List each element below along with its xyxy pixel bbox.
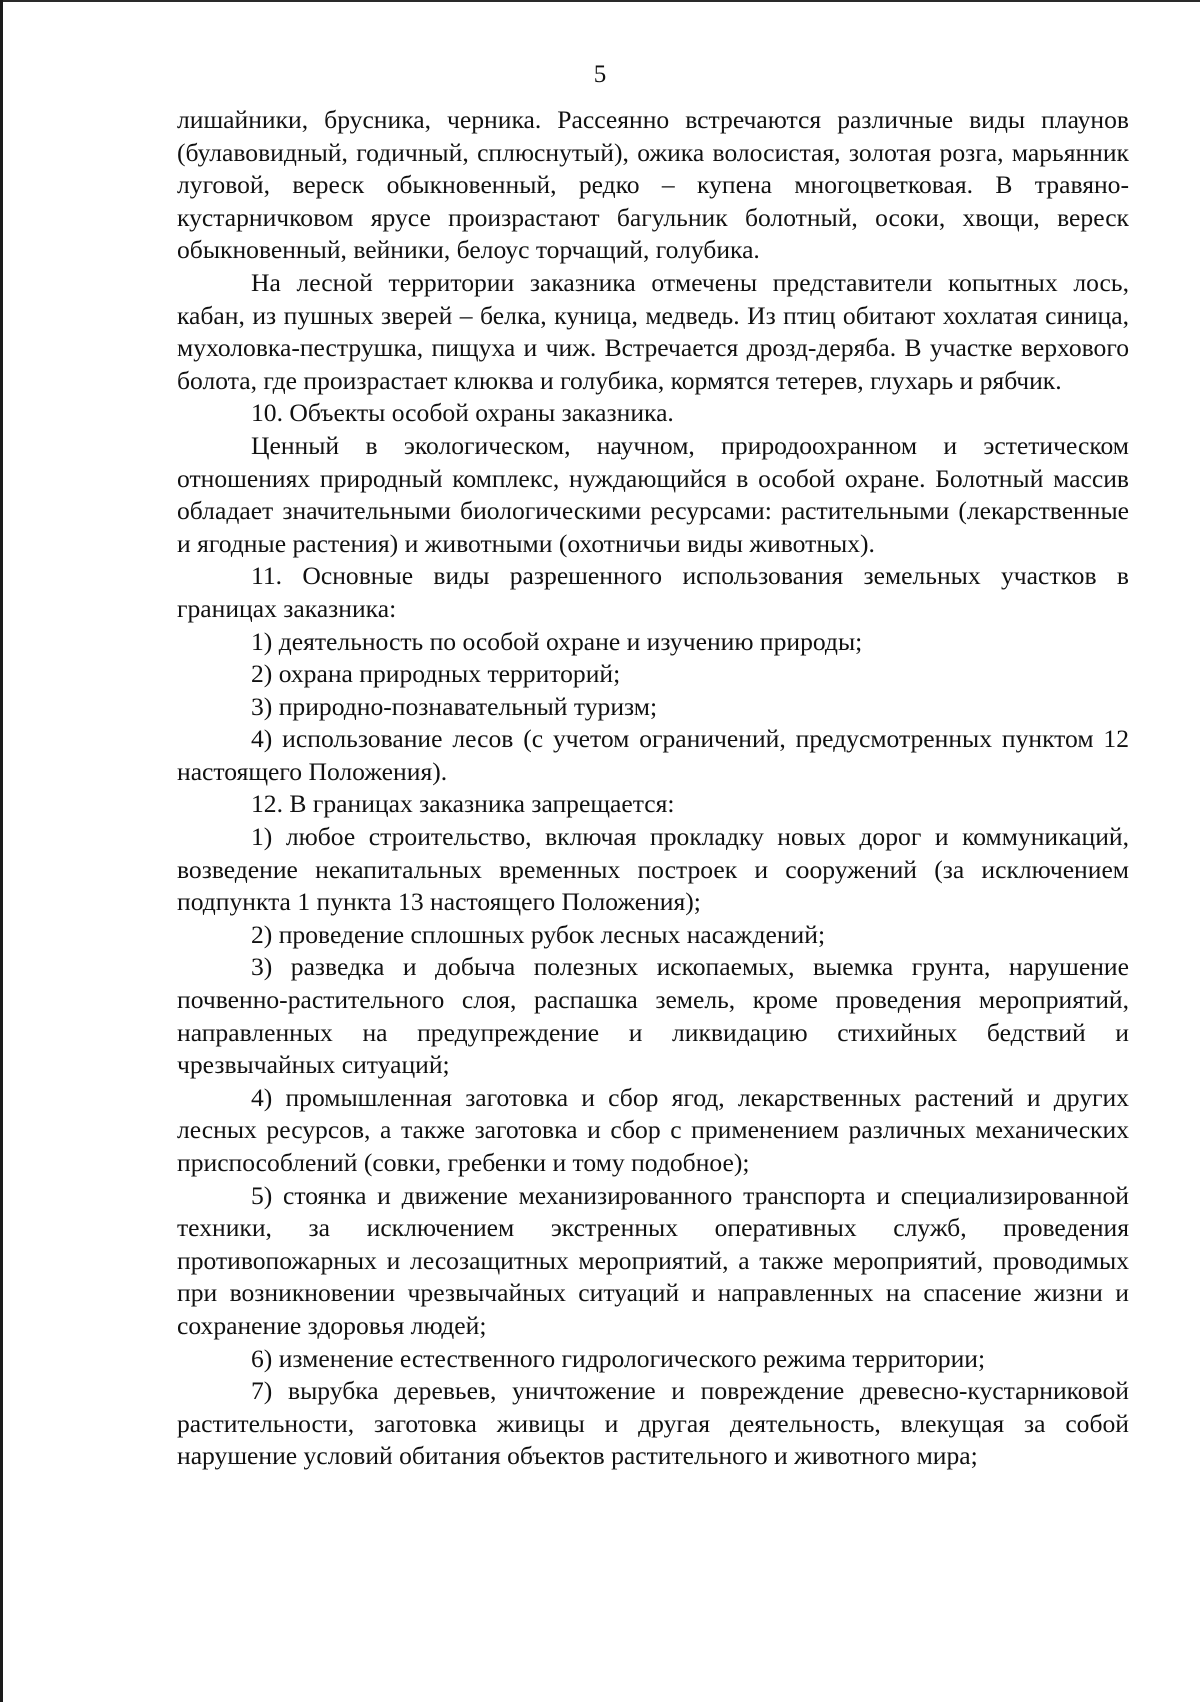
scan-edge-top bbox=[0, 0, 1200, 2]
section-heading-10: 10. Объекты особой охраны заказника. bbox=[251, 398, 674, 428]
paragraph-continuation: лишайники, брусника, черника. Рассеянно встречаются различные виды плаунов (булавовидный, годичный, сплюснутый), ожика волосистая, золотая розга, марьянник луговой, вереск обыкновенный, редко – купена многоцветковая. В травяно-кустарничковом ярусе произрастают багульник болотный, осоки, хвощи, вереск обыкновенный, вейники, белоус торчащий, голубика. bbox=[177, 105, 1129, 265]
section-heading-12: 12. В границах заказника запрещается: bbox=[251, 789, 675, 819]
list-item-12-5: 5) стоянка и движение механизированного транспорта и специализированной техники, за исключением экстренных оперативных служб, проведения противопожарных и лесозащитных мероприятий, а также мероприятий, проводимых при возникновении чрезвычайных ситуаций и направленных на спасение жизни и сохранение здоровья людей; bbox=[177, 1180, 1129, 1340]
list-item-12-6: 6) изменение естественного гидрологического режима территории; bbox=[251, 1343, 986, 1373]
scan-edge-left bbox=[0, 0, 3, 1702]
list-item-11-4: 4) использование лесов (с учетом ограничений, предусмотренных пунктом 12 настоящего Положения). bbox=[177, 724, 1129, 786]
paragraph-fauna: На лесной территории заказника отмечены представители копытных лось, кабан, из пушных зверей – белка, куница, медведь. Из птиц обитают хохлатая синица, мухоловка-пеструшка, пищуха и чиж. Встречается дрозд-деряба. В участке верхового болота, где произрастает клюква и голубика, кормятся тетерев, глухарь и рябчик. bbox=[177, 267, 1129, 395]
list-item-11-2: 2) охрана природных территорий; bbox=[251, 659, 621, 689]
list-item-12-7: 7) вырубка деревьев, уничтожение и повреждение древесно-кустарниковой растительности, заготовка живицы и другая деятельность, влекущая за собой нарушение условий обитания объектов растительного и животного мира; bbox=[177, 1376, 1129, 1471]
page-number: 5 bbox=[593, 61, 607, 88]
document-body bbox=[177, 104, 1129, 1473]
list-item-12-3: 3) разведка и добыча полезных ископаемых, выемка грунта, нарушение почвенно-растительного слоя, распашка земель, кроме проведения мероприятий, направленных на предупреждение и ликвидацию стихийных бедствий и чрезвычайных ситуаций; bbox=[177, 952, 1129, 1080]
paragraph-protected-objects: Ценный в экологическом, научном, природоохранном и эстетическом отношениях природный комплекс, нуждающийся в особой охране. Болотный массив обладает значительными биологическими ресурсами: растительными (лекарственные и ягодные растения) и животными (охотничьи виды животных). bbox=[177, 430, 1129, 558]
list-item-12-1: 1) любое строительство, включая прокладку новых дорог и коммуникаций, возведение некапитальных временных построек и сооружений (за исключением подпункта 1 пункта 13 настоящего Положения); bbox=[177, 822, 1129, 917]
section-heading-11: 11. Основные виды разрешенного использования земельных участков в границах заказника: bbox=[177, 561, 1129, 623]
list-item-11-1: 1) деятельность по особой охране и изучению природы; bbox=[251, 626, 863, 656]
list-item-12-4: 4) промышленная заготовка и сбор ягод, лекарственных растений и других лесных ресурсов, а также заготовка и сбор с применением различных механических приспособлений (совки, гребенки и тому подобное); bbox=[177, 1082, 1129, 1177]
list-item-11-3: 3) природно-познавательный туризм; bbox=[251, 691, 658, 721]
list-item-12-2: 2) проведение сплошных рубок лесных насаждений; bbox=[251, 919, 826, 949]
